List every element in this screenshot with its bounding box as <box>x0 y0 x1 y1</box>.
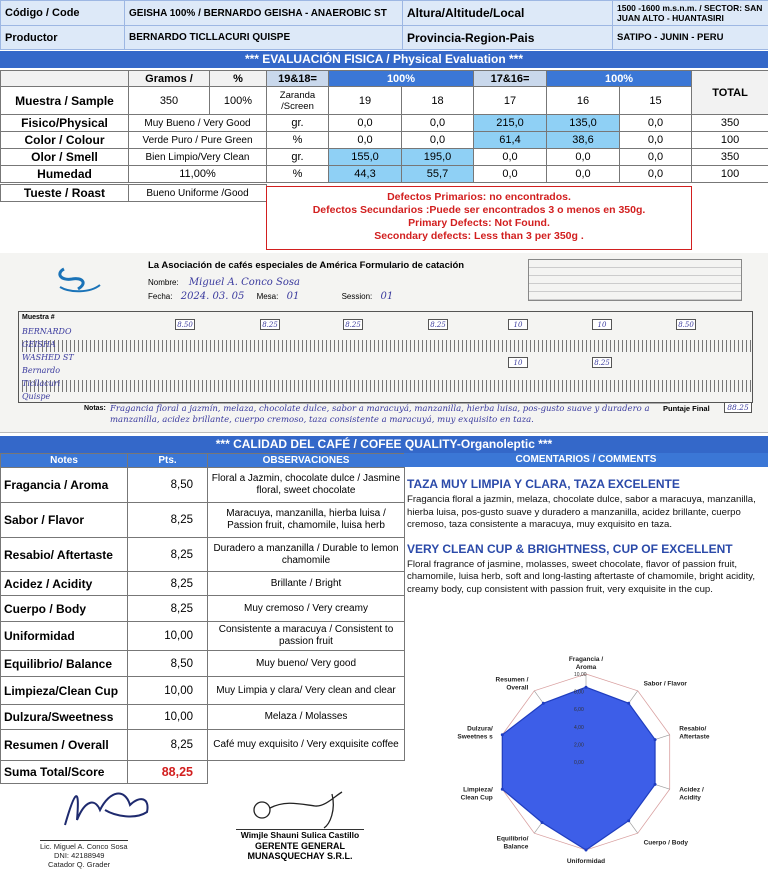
screen-16: 16 <box>547 87 620 115</box>
humidity-cell: 0,0 <box>547 166 620 183</box>
left-signature <box>55 780 175 830</box>
signer-role: Catador Q. Grader <box>48 860 111 869</box>
final-score-label: Puntaje Final <box>663 404 710 413</box>
screen-17: 17 <box>474 87 547 115</box>
pts-header: Pts. <box>128 454 208 468</box>
humidity-cell: 0,0 <box>620 166 692 183</box>
roast-table <box>0 184 267 202</box>
attribute-label: Sabor / Flavor <box>1 503 128 538</box>
radar-category-label: Fragancia / <box>568 656 604 663</box>
classification-box <box>528 259 742 301</box>
radar-data-point <box>627 819 630 822</box>
physical-row-label: Fisico/Physical <box>1 115 129 132</box>
attribute-observation: Consistente a maracuya / Consistent to passion fruit <box>208 622 405 651</box>
attribute-observation: Muy cremoso / Very creamy <box>208 596 405 622</box>
color-cell: 0,0 <box>620 132 692 149</box>
quality-title: *** CALIDAD DEL CAFÉ / COFEE QUALITY-Organoleptic *** <box>0 436 768 453</box>
physical-table <box>0 70 768 183</box>
attribute-label: Dulzura/Sweetness <box>1 705 128 730</box>
smell-cell: 0,0 <box>620 149 692 166</box>
radar-data-point <box>542 702 545 705</box>
smell-cell: 0,0 <box>547 149 620 166</box>
signer-name: Lic. Miguel A. Conco Sosa <box>40 842 128 851</box>
radar-data-point <box>585 686 588 689</box>
physical-cell: 0,0 <box>620 115 692 132</box>
radar-tick-label: 6,00 <box>574 707 584 714</box>
attribute-observation: Maracuya, manzanilla, hierba luisa / Passion fruit, chamomile, luisa herb <box>208 503 405 538</box>
total-header: TOTAL <box>692 71 768 115</box>
radar-category-label: Dulzura/ <box>467 725 493 733</box>
radar-data-point <box>585 849 588 852</box>
notes-header: Notes <box>1 454 128 468</box>
sample-label: Muestra # <box>22 314 55 321</box>
score-box: 8.50 <box>175 319 195 330</box>
roast-label: Tueste / Roast <box>1 185 129 202</box>
attribute-score: 8,25 <box>128 572 208 596</box>
score-box: 10 <box>592 319 612 330</box>
left-signature-text <box>40 840 128 869</box>
color-row-desc: Verde Puro / Pure Green <box>129 132 267 149</box>
roast-value: Bueno Uniforme /Good <box>129 185 267 202</box>
attribute-observation: Brillante / Bright <box>208 572 405 596</box>
humidity-row-total: 100 <box>692 166 768 183</box>
radar-category-label: Aroma <box>575 664 597 671</box>
screen-18: 18 <box>402 87 474 115</box>
smell-row-unit: gr. <box>267 149 329 166</box>
radar-category-label: Limpieza/ <box>463 786 493 794</box>
province-label: Provincia-Region-Pais <box>403 26 613 50</box>
code-value: GEISHA 100% / BERNARDO GEISHA - ANAEROBIC ST <box>125 1 403 26</box>
radar-category-label: Sabor / Flavor <box>643 680 687 688</box>
attribute-score: 10,00 <box>128 705 208 730</box>
sample-note: BERNARDO GEISHA WASHED ST Bernardo Ticllacuri Quispe <box>22 327 74 401</box>
radar-category-label: Uniformidad <box>566 858 606 865</box>
name-value: Miguel A. Conco Sosa <box>188 277 300 288</box>
sample-grams: 350 <box>129 87 210 115</box>
attribute-label: Resabio/ Aftertaste <box>1 538 128 572</box>
defect-line: Defectos Primarios: no encontrados. <box>387 191 571 203</box>
physical-cell: 135,0 <box>547 115 620 132</box>
altitude-label: Altura/Altitude/Local <box>403 1 613 26</box>
attribute-label: Uniformidad <box>1 622 128 651</box>
attribute-observation: Muy Limpia y clara/ Very clean and clear <box>208 677 405 705</box>
screen-15: 15 <box>620 87 692 115</box>
radar-tick-label: 8,00 <box>574 689 584 696</box>
score-box: 8.25 <box>343 319 363 330</box>
physical-row-unit: gr. <box>267 115 329 132</box>
final-score-value: 88.25 <box>724 402 752 413</box>
score-label: Suma Total/Score <box>1 761 128 784</box>
attribute-label: Fragancia / Aroma <box>1 468 128 503</box>
radar-data-point <box>501 733 504 736</box>
attribute-score: 8,50 <box>128 651 208 677</box>
radar-category-label: Equilibrio/ <box>496 835 529 843</box>
producer-label: Productor <box>1 26 125 50</box>
attribute-observation: Duradero a manzanilla / Durable to lemon chamomile <box>208 538 405 572</box>
altitude-value: 1500 -1600 m.s.n.m. / SECTOR: SAN JUAN ALTO - HUANTASIRI <box>613 1 768 26</box>
radar-data-point <box>654 783 657 786</box>
radar-tick-label: 2,00 <box>574 742 584 749</box>
color-row-label: Color / Colour <box>1 132 129 149</box>
smell-row-desc: Bien Limpio/Very Clean <box>129 149 267 166</box>
smell-cell: 195,0 <box>402 149 474 166</box>
pct-header: % <box>210 71 267 87</box>
date-value: 2024. 03. 05 <box>180 291 245 302</box>
radar-category-label: Overall <box>506 684 529 692</box>
obs-header: OBSERVACIONES <box>208 454 405 468</box>
manager-company: MUNASQUECHAY S.R.L. <box>247 851 353 861</box>
right-signature-text <box>236 829 364 862</box>
radar-category-label: Balance <box>503 843 529 851</box>
humidity-cell: 0,0 <box>474 166 547 183</box>
screen-label: Zaranda /Screen <box>267 87 329 115</box>
radar-data-point <box>654 738 657 741</box>
attribute-observation: Melaza / Molasses <box>208 705 405 730</box>
color-cell: 0,0 <box>329 132 402 149</box>
score-box: 10 <box>508 357 528 368</box>
defect-line: Defectos Secundarios :Puede ser encontrados 3 o menos en 350g. <box>312 204 646 216</box>
radar-category-label: Aftertaste <box>679 733 710 741</box>
name-label: Nombre: <box>148 278 179 287</box>
manager-title: GERENTE GENERAL <box>254 840 345 851</box>
table-label: Mesa: <box>256 292 279 301</box>
attribute-label: Cuerpo / Body <box>1 596 128 622</box>
scaa-logo <box>50 263 110 297</box>
score-value: 88,25 <box>128 761 208 784</box>
screen1716-pct: 100% <box>547 71 692 87</box>
attribute-observation: Floral a Jazmin, chocolate dulce / Jasmine floral, sweet chocolate <box>208 468 405 503</box>
color-cell: 0,0 <box>402 132 474 149</box>
screen1918-pct: 100% <box>329 71 474 87</box>
cupping-form <box>0 253 768 433</box>
attribute-observation: Café muy exquisito / Very exquisite coffee <box>208 730 405 761</box>
score-box: 8.50 <box>676 319 696 330</box>
radar-chart <box>404 648 768 876</box>
radar-data-point <box>501 788 504 791</box>
radar-category-label: Clean Cup <box>460 794 493 802</box>
screen1918-header: 19&18= <box>267 71 329 87</box>
physical-row-desc: Muy Bueno / Very Good <box>129 115 267 132</box>
province-value: SATIPO - JUNIN - PERU <box>613 26 768 50</box>
score-box: 8.25 <box>592 357 612 368</box>
radar-category-label: Resabio/ <box>679 725 707 733</box>
smell-row-total: 350 <box>692 149 768 166</box>
code-label: Código / Code <box>1 1 125 26</box>
radar-tick-label: 4,00 <box>574 724 584 731</box>
attribute-score: 8,50 <box>128 468 208 503</box>
smell-row-label: Olor / Smell <box>1 149 129 166</box>
radar-tick-label: 0,00 <box>574 760 584 766</box>
right-signature <box>240 790 360 830</box>
score-box: 8.25 <box>260 319 280 330</box>
radar-data-point <box>541 821 544 824</box>
table-value: 01 <box>286 291 300 302</box>
date-row <box>148 291 393 302</box>
session-label: Session: <box>341 292 373 301</box>
form-title: La Asociación de cafés especiales de América Formulario de catación <box>148 260 465 271</box>
humidity-row-desc: 11,00% <box>129 166 267 183</box>
humidity-cell: 44,3 <box>329 166 402 183</box>
comment-en-title: VERY CLEAN CUP & BRIGHTNESS, CUP OF EXCELLENT <box>407 541 733 556</box>
name-row <box>148 277 300 288</box>
color-cell: 61,4 <box>474 132 547 149</box>
radar-category-label: Resumen / <box>495 676 529 684</box>
radar-category-label: Acidez / <box>679 786 704 794</box>
sample-label: Muestra / Sample <box>1 87 129 115</box>
attribute-score: 8,25 <box>128 538 208 572</box>
color-cell: 38,6 <box>547 132 620 149</box>
notes-label: Notas: <box>84 405 106 412</box>
score-grid <box>18 311 753 403</box>
defect-line: Secondary defects: Less than 3 per 350g . <box>374 230 584 242</box>
radar-category-label: Sweetnes s <box>457 733 493 741</box>
date-label: Fecha: <box>148 292 173 301</box>
color-row-total: 100 <box>692 132 768 149</box>
humidity-row-unit: % <box>267 166 329 183</box>
humidity-cell: 55,7 <box>402 166 474 183</box>
session-value: 01 <box>380 291 394 302</box>
smell-cell: 155,0 <box>329 149 402 166</box>
physical-cell: 0,0 <box>402 115 474 132</box>
header-table <box>0 0 768 50</box>
signer-dni: DNI: 42188949 <box>54 851 105 860</box>
comments-panel <box>404 453 768 645</box>
score-box: 10 <box>508 319 528 330</box>
defects-box <box>266 186 692 250</box>
comments-header: COMENTARIOS / COMMENTS <box>404 453 768 467</box>
physical-cell: 0,0 <box>329 115 402 132</box>
attribute-score: 8,25 <box>128 596 208 622</box>
physical-row-total: 350 <box>692 115 768 132</box>
attribute-label: Equilibrio/ Balance <box>1 651 128 677</box>
attribute-observation: Muy bueno/ Very good <box>208 651 405 677</box>
screen-19: 19 <box>329 87 402 115</box>
comment-es: Fragancia floral a jazmin, melaza, chocolate dulce, sabor a maracuya, manzanilla, hierba luisa, pos-gusto suave y duradero a manzanilla, acidez brillante, cuerpo cremoso, taza consistente a maracuya, muy exquisito en taza. <box>407 494 756 530</box>
radar-category-label: Cuerpo / Body <box>643 839 689 847</box>
physical-title: *** EVALUACIÓN FISICA / Physical Evaluation *** <box>0 51 768 68</box>
defect-line: Primary Defects: Not Found. <box>408 217 550 229</box>
attribute-label: Resumen / Overall <box>1 730 128 761</box>
notes-value: Fragancia floral a jazmín, melaza, chocolate dulce, sabor a maracuyá, manzanilla, hierba luisa, pos-gusto suave y duradero a manzanilla, acidez brillante, cuerpo cremoso, taza consistente a maracuyá, muy exquisito en taza. <box>110 403 670 426</box>
color-row-unit: % <box>267 132 329 149</box>
sample-pct: 100% <box>210 87 267 115</box>
attribute-label: Limpieza/Clean Cup <box>1 677 128 705</box>
attribute-score: 10,00 <box>128 622 208 651</box>
attribute-score: 10,00 <box>128 677 208 705</box>
attribute-score: 8,25 <box>128 730 208 761</box>
score-box: 8.25 <box>428 319 448 330</box>
radar-category-label: Acidity <box>679 794 701 802</box>
comment-en: Floral fragrance of jasmine, molasses, sweet chocolate, flavor of passion fruit, chamomile, luisa herb, soft and long-lasting aftertaste of chamomile, bright acidity, creamy body, cup consistent with passion fruit, very exquisite in the cup. <box>407 558 756 595</box>
humidity-row-label: Humedad <box>1 166 129 183</box>
quality-table <box>0 453 405 784</box>
physical-cell: 215,0 <box>474 115 547 132</box>
radar-data-point <box>627 702 630 705</box>
radar-tick-label: 10,00 <box>574 672 587 678</box>
smell-cell: 0,0 <box>474 149 547 166</box>
comment-es-title: TAZA MUY LIMPIA Y CLARA, TAZA EXCELENTE <box>407 477 680 491</box>
attribute-label: Acidez / Acidity <box>1 572 128 596</box>
grams-header: Gramos / <box>129 71 210 87</box>
producer-value: BERNARDO TICLLACURI QUISPE <box>125 26 403 50</box>
screen1716-header: 17&16= <box>474 71 547 87</box>
manager-name: Wimjle Shauni Sulica Castillo <box>236 829 364 841</box>
attribute-score: 8,25 <box>128 503 208 538</box>
